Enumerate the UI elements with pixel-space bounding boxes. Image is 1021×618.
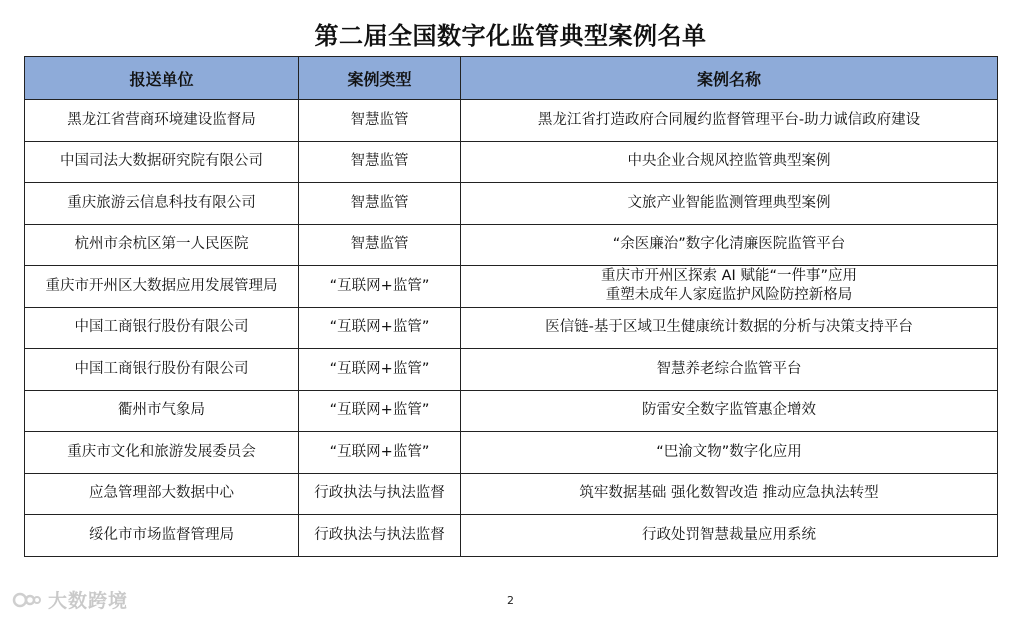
case-name-line: 行政处罚智慧裁量应用系统 xyxy=(642,526,816,543)
case-name-line: “余医廉治”数字化清廉医院监管平台 xyxy=(612,236,846,253)
table-row xyxy=(25,432,998,474)
cell-unit: 重庆市开州区大数据应用发展管理局 xyxy=(25,266,299,308)
case-name-line: 筑牢数据基础 强化数智改造 推动应急执法转型 xyxy=(579,485,879,502)
table-row xyxy=(25,390,998,432)
cell-case-name xyxy=(461,515,998,557)
cell-type: “互联网+监管” xyxy=(299,307,461,349)
watermark-text: 大数跨境 xyxy=(48,590,129,612)
cell-case-name xyxy=(461,224,998,266)
table-row xyxy=(25,349,998,391)
cell-case-name xyxy=(461,390,998,432)
case-name-line: 医信链-基于区域卫生健康统计数据的分析与决策支持平台 xyxy=(545,319,913,336)
case-list-table xyxy=(24,56,998,557)
cell-type: 智慧监管 xyxy=(299,100,461,142)
cell-unit: 杭州市余杭区第一人民医院 xyxy=(25,224,299,266)
case-name-line: 黑龙江省打造政府合同履约监督管理平台-助力诚信政府建设 xyxy=(537,111,921,128)
table-row xyxy=(25,141,998,183)
header-unit: 报送单位 xyxy=(25,57,299,100)
cell-unit: 应急管理部大数据中心 xyxy=(25,473,299,515)
case-name-line: 智慧养老综合监管平台 xyxy=(656,360,802,377)
table-row xyxy=(25,224,998,266)
table-row xyxy=(25,307,998,349)
table-row xyxy=(25,100,998,142)
cell-unit: 中国工商银行股份有限公司 xyxy=(25,307,299,349)
cell-case-name xyxy=(461,266,998,308)
table-row xyxy=(25,473,998,515)
case-name-line: 重庆市开州区探索 AI 赋能“一件事”应用 xyxy=(601,268,857,285)
case-name-line: 防雷安全数字监管惠企增效 xyxy=(642,402,816,419)
cell-type: 行政执法与执法监督 xyxy=(299,473,461,515)
case-name-line: 重塑未成年人家庭监护风险防控新格局 xyxy=(605,287,853,304)
cell-case-name xyxy=(461,349,998,391)
cell-type: “互联网+监管” xyxy=(299,349,461,391)
document-title: 第二届全国数字化监管典型案例名单 xyxy=(314,21,707,50)
table-row xyxy=(25,266,998,308)
cell-case-name xyxy=(461,100,998,142)
cell-type: 智慧监管 xyxy=(299,183,461,225)
header-type: 案例类型 xyxy=(299,57,461,100)
cell-case-name xyxy=(461,307,998,349)
table-header-row xyxy=(25,57,998,100)
cell-type: “互联网+监管” xyxy=(299,390,461,432)
cell-unit: 中国工商银行股份有限公司 xyxy=(25,349,299,391)
cell-unit: 重庆市文化和旅游发展委员会 xyxy=(25,432,299,474)
cell-type: 智慧监管 xyxy=(299,141,461,183)
table-body xyxy=(25,100,998,557)
cell-unit: 衢州市气象局 xyxy=(25,390,299,432)
cell-unit: 绥化市市场监督管理局 xyxy=(25,515,299,557)
case-name-line: 中央企业合规风控监管典型案例 xyxy=(627,153,831,170)
table-row xyxy=(25,515,998,557)
table-row xyxy=(25,183,998,225)
cell-type: 智慧监管 xyxy=(299,224,461,266)
cell-unit: 中国司法大数据研究院有限公司 xyxy=(25,141,299,183)
cell-type: “互联网+监管” xyxy=(299,266,461,308)
cell-case-name xyxy=(461,183,998,225)
header-name: 案例名称 xyxy=(461,57,998,100)
case-name-line: 文旅产业智能监测管理典型案例 xyxy=(627,194,831,211)
cell-type: “互联网+监管” xyxy=(299,432,461,474)
page-number: 2 xyxy=(507,594,514,607)
cell-type: 行政执法与执法监督 xyxy=(299,515,461,557)
cell-case-name xyxy=(461,432,998,474)
cell-unit: 重庆旅游云信息科技有限公司 xyxy=(25,183,299,225)
cell-case-name xyxy=(461,473,998,515)
cell-unit: 黑龙江省营商环境建设监督局 xyxy=(25,100,299,142)
cell-case-name xyxy=(461,141,998,183)
case-name-line: “巴渝文物”数字化应用 xyxy=(656,443,802,460)
